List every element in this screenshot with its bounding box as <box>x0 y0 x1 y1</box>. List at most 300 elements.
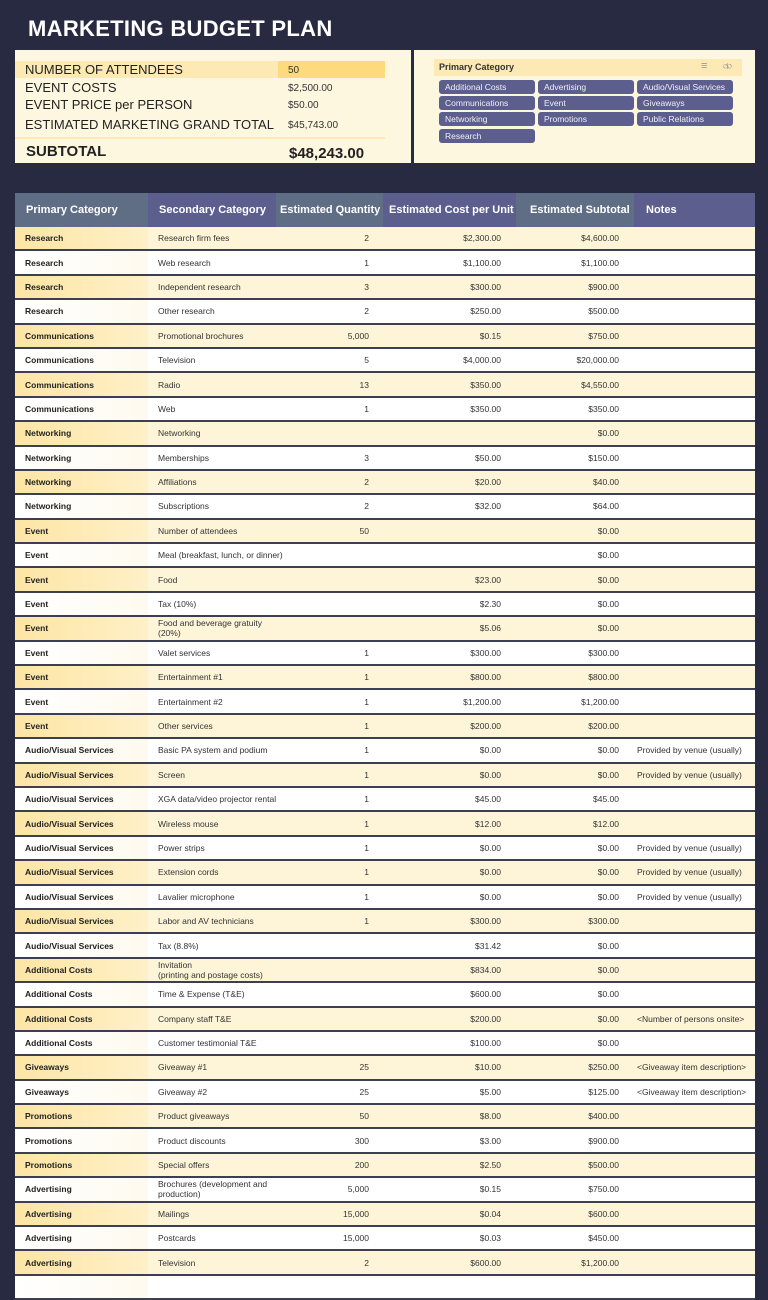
secondary-category-cell[interactable]: Valet services <box>158 647 211 658</box>
event-costs-row <box>15 79 385 96</box>
primary-category-cell[interactable]: Audio/Visual Services <box>25 842 114 853</box>
secondary-category-cell[interactable]: Extension cords <box>158 867 219 878</box>
primary-category-cell[interactable]: Communications <box>25 403 94 414</box>
header-estimated-cost-per-unit[interactable]: Estimated Cost per Unit <box>383 193 516 227</box>
table-row[interactable] <box>15 349 755 373</box>
subtotal-cell[interactable]: $500.00 <box>588 306 619 317</box>
primary-category-cell[interactable]: Event <box>25 550 49 561</box>
quantity-cell[interactable] <box>275 617 369 639</box>
notes-cell[interactable]: <Giveaway item description> <box>637 1086 747 1097</box>
slicer-item-advertising[interactable]: Advertising <box>538 80 634 94</box>
table-row[interactable] <box>15 544 755 568</box>
quantity-cell[interactable]: 13 <box>359 379 369 390</box>
primary-category-cell[interactable]: Audio/Visual Services <box>25 745 114 756</box>
secondary-category-cell[interactable]: Screen <box>158 769 185 780</box>
quantity-cell[interactable]: 1 <box>364 745 369 756</box>
subtotal-cell[interactable]: $300.00 <box>588 647 619 658</box>
quantity-cell[interactable]: 15,000 <box>343 1208 369 1219</box>
quantity-cell[interactable]: 1 <box>364 647 369 658</box>
primary-category-cell[interactable]: Audio/Visual Services <box>25 769 114 780</box>
table-row[interactable] <box>15 812 755 836</box>
slicer-item-promotions[interactable]: Promotions <box>538 112 634 126</box>
cost-per-unit-cell[interactable]: $31.42 <box>475 940 501 951</box>
primary-category-cell[interactable]: Giveaways <box>25 1086 69 1097</box>
table-row[interactable] <box>15 690 755 714</box>
subtotal-cell[interactable]: $0.00 <box>597 574 619 585</box>
quantity-cell[interactable]: 2 <box>364 477 369 488</box>
primary-category-cell[interactable]: Event <box>25 623 49 634</box>
event-price-label: EVENT PRICE per PERSON <box>25 97 193 112</box>
subtotal-cell[interactable]: $0.00 <box>597 525 619 536</box>
primary-category-cell[interactable]: Audio/Visual Services <box>25 867 114 878</box>
primary-category-cell[interactable]: Event <box>25 721 49 731</box>
subtotal-cell[interactable]: $900.00 <box>588 281 619 292</box>
notes-cell[interactable]: Provided by venue (usually) <box>637 891 742 902</box>
cost-per-unit-cell[interactable]: $0.00 <box>479 769 501 780</box>
grand-total-label: ESTIMATED MARKETING GRAND TOTAL <box>25 117 274 132</box>
secondary-category-cell[interactable]: Web research <box>158 257 211 268</box>
header-estimated-subtotal[interactable]: Estimated Subtotal <box>516 193 634 227</box>
secondary-category-cell[interactable]: Number of attendees <box>158 525 238 536</box>
cost-per-unit-cell[interactable]: $300.00 <box>470 647 501 658</box>
subtotal-cell[interactable]: $1,200.00 <box>581 696 619 707</box>
table-row[interactable] <box>15 1227 755 1251</box>
quantity-cell[interactable]: 1 <box>364 257 369 268</box>
quantity-cell[interactable]: 1 <box>364 403 369 414</box>
primary-category-cell[interactable]: Audio/Visual Services <box>25 916 114 927</box>
cost-per-unit-cell[interactable]: $350.00 <box>470 379 501 390</box>
table-row[interactable] <box>15 642 755 666</box>
primary-category-cell[interactable]: Communications <box>25 355 94 366</box>
secondary-category-cell[interactable]: Basic PA system and podium <box>158 745 268 756</box>
cost-per-unit-cell[interactable]: $32.00 <box>475 501 501 512</box>
secondary-category-cell[interactable]: Power strips <box>158 842 205 853</box>
subtotal-cell[interactable]: $250.00 <box>588 1062 619 1073</box>
table-row[interactable] <box>15 1154 755 1178</box>
subtotal-cell[interactable]: $200.00 <box>588 721 619 731</box>
subtotal-cell[interactable]: $45.00 <box>593 794 619 805</box>
subtotal-cell[interactable]: $150.00 <box>588 452 619 463</box>
subtotal-cell[interactable]: $0.00 <box>597 550 619 561</box>
secondary-category-cell[interactable]: Independent research <box>158 281 241 292</box>
cost-per-unit-cell[interactable]: $834.00 <box>470 964 501 975</box>
header-secondary-category[interactable]: Secondary Category <box>148 193 276 227</box>
slicer-item-additional-costs[interactable]: Additional Costs <box>439 80 535 94</box>
quantity-cell[interactable]: 1 <box>364 842 369 853</box>
secondary-category-cell[interactable]: Affiliations <box>158 477 197 488</box>
table-row[interactable] <box>15 983 755 1007</box>
primary-category-cell[interactable]: Networking <box>25 477 72 488</box>
table-row[interactable] <box>15 837 755 861</box>
secondary-category-cell[interactable]: Television <box>158 1257 196 1268</box>
secondary-category-cell[interactable]: Entertainment #1 <box>158 672 223 683</box>
notes-cell[interactable]: <Giveaway item description> <box>637 1062 747 1073</box>
primary-category-cell[interactable]: Event <box>25 599 49 610</box>
notes-cell[interactable]: Provided by venue (usually) <box>637 769 742 780</box>
subtotal-cell[interactable]: $0.00 <box>597 964 619 975</box>
cost-per-unit-cell[interactable] <box>395 520 501 542</box>
quantity-cell[interactable] <box>275 422 369 444</box>
subtotal-cell[interactable]: $0.00 <box>597 842 619 853</box>
cost-per-unit-cell[interactable]: $1,100.00 <box>463 257 501 268</box>
subtotal-cell[interactable]: $0.00 <box>597 989 619 1000</box>
cost-per-unit-cell[interactable]: $0.00 <box>479 867 501 878</box>
table-row[interactable] <box>15 495 755 519</box>
secondary-category-cell[interactable]: Postcards <box>158 1233 196 1244</box>
multi-select-icon[interactable]: ≡ <box>701 60 708 72</box>
cost-per-unit-cell[interactable]: $100.00 <box>470 1038 501 1049</box>
table-row[interactable] <box>15 861 755 885</box>
primary-category-cell[interactable]: Audio/Visual Services <box>25 818 114 829</box>
cost-per-unit-cell[interactable]: $800.00 <box>470 672 501 683</box>
attendees-value[interactable]: 50 <box>288 65 300 76</box>
quantity-cell[interactable]: 3 <box>364 281 369 292</box>
slicer-item-communications[interactable]: Communications <box>439 96 535 110</box>
cost-per-unit-cell[interactable]: $200.00 <box>470 721 501 731</box>
quantity-cell[interactable]: 2 <box>364 1257 369 1268</box>
quantity-cell[interactable]: 1 <box>364 769 369 780</box>
subtotal-cell[interactable]: $0.00 <box>597 1038 619 1049</box>
cost-per-unit-cell[interactable]: $20.00 <box>475 477 501 488</box>
secondary-category-cell[interactable]: Entertainment #2 <box>158 696 223 707</box>
primary-category-cell[interactable]: Research <box>25 233 64 244</box>
table-row[interactable] <box>15 325 755 349</box>
secondary-category-cell[interactable]: Lavalier microphone <box>158 891 235 902</box>
subtotal-cell[interactable]: $64.00 <box>593 501 619 512</box>
secondary-category-cell[interactable]: Wireless mouse <box>158 818 219 829</box>
cost-per-unit-cell[interactable]: $10.00 <box>475 1062 501 1073</box>
table-row[interactable] <box>15 300 755 324</box>
subtotal-cell[interactable]: $0.00 <box>597 891 619 902</box>
secondary-category-cell[interactable]: Giveaway #1 <box>158 1062 208 1073</box>
table-row[interactable] <box>15 593 755 617</box>
secondary-category-cell[interactable]: Brochures (development and production) <box>158 1179 268 1200</box>
secondary-category-cell[interactable]: Food and beverage gratuity (20%) <box>158 618 262 639</box>
cost-per-unit-cell[interactable]: $200.00 <box>470 1013 501 1024</box>
primary-category-cell[interactable]: Networking <box>25 452 72 463</box>
clear-filter-icon[interactable]: ⧞ <box>723 60 732 72</box>
subtotal-cell[interactable]: $350.00 <box>588 403 619 414</box>
quantity-cell[interactable]: 1 <box>364 891 369 902</box>
primary-category-cell[interactable]: Networking <box>25 428 72 439</box>
primary-category-cell[interactable]: Research <box>25 257 64 268</box>
quantity-cell[interactable] <box>275 959 369 981</box>
primary-category-cell[interactable]: Promotions <box>25 1111 73 1122</box>
table-row[interactable] <box>15 1203 755 1227</box>
subtotal-cell[interactable]: $4,600.00 <box>581 233 619 244</box>
table-row[interactable] <box>15 1105 755 1129</box>
secondary-category-cell[interactable]: Food <box>158 574 178 585</box>
primary-category-cell[interactable]: Event <box>25 525 49 536</box>
cost-per-unit-cell[interactable]: $50.00 <box>475 452 501 463</box>
cost-per-unit-cell[interactable]: $2,300.00 <box>463 233 501 244</box>
table-row[interactable] <box>15 788 755 812</box>
slicer-header <box>434 59 742 76</box>
table-row[interactable] <box>15 447 755 471</box>
subtotal-cell[interactable]: $12.00 <box>593 818 619 829</box>
quantity-cell[interactable]: 1 <box>364 696 369 707</box>
event-price-value[interactable]: $50.00 <box>288 100 319 111</box>
notes-cell[interactable]: Provided by venue (usually) <box>637 842 742 853</box>
quantity-cell[interactable]: 1 <box>364 794 369 805</box>
secondary-category-cell[interactable]: Invitation (printing and postage costs) <box>158 959 263 980</box>
primary-category-cell[interactable]: Advertising <box>25 1233 72 1244</box>
secondary-category-cell[interactable]: Other services <box>158 721 213 731</box>
event-costs-value[interactable]: $2,500.00 <box>288 83 333 94</box>
slicer-item-audio-visual-services[interactable]: Audio/Visual Services <box>637 80 733 94</box>
table-row[interactable] <box>15 422 755 446</box>
quantity-cell[interactable]: 50 <box>359 525 369 536</box>
cost-per-unit-cell[interactable]: $12.00 <box>475 818 501 829</box>
cost-per-unit-cell[interactable]: $0.15 <box>479 330 501 341</box>
subtotal-cell[interactable]: $4,550.00 <box>581 379 619 390</box>
table-row[interactable] <box>15 739 755 763</box>
cost-per-unit-cell[interactable]: $1,200.00 <box>463 696 501 707</box>
attendees-row <box>15 61 385 78</box>
secondary-category-cell[interactable]: Subscriptions <box>158 501 210 512</box>
primary-category-cell[interactable]: Additional Costs <box>25 964 93 975</box>
subtotal-cell[interactable]: $20,000.00 <box>576 355 619 366</box>
table-row[interactable] <box>15 764 755 788</box>
secondary-category-cell[interactable]: XGA data/video projector rental <box>158 794 277 805</box>
table-row[interactable] <box>15 471 755 495</box>
subtotal-cell[interactable]: $400.00 <box>588 1111 619 1122</box>
quantity-cell[interactable]: 1 <box>364 916 369 927</box>
slicer-item-event[interactable]: Event <box>538 96 634 110</box>
quantity-cell[interactable] <box>275 983 369 1005</box>
primary-category-cell[interactable]: Event <box>25 696 49 707</box>
subtotal-cell[interactable]: $0.00 <box>597 867 619 878</box>
notes-cell[interactable]: <Number of persons onsite> <box>637 1013 745 1024</box>
grand-total-value: $45,743.00 <box>288 120 339 131</box>
subtotal-cell[interactable]: $300.00 <box>588 916 619 927</box>
table-row[interactable] <box>15 251 755 275</box>
slicer-item-public-relations[interactable]: Public Relations <box>637 112 733 126</box>
primary-category-cell[interactable]: Promotions <box>25 1135 73 1146</box>
table-row[interactable] <box>15 520 755 544</box>
cost-per-unit-cell[interactable]: $600.00 <box>470 1257 501 1268</box>
subtotal-cell[interactable]: $800.00 <box>588 672 619 683</box>
quantity-cell[interactable]: 25 <box>359 1086 369 1097</box>
quantity-cell[interactable] <box>275 1008 369 1030</box>
secondary-category-cell[interactable]: Promotional brochures <box>158 330 244 341</box>
cost-per-unit-cell[interactable]: $0.00 <box>479 842 501 853</box>
table-row[interactable] <box>15 910 755 934</box>
secondary-category-cell[interactable]: Meal (breakfast, lunch, or dinner) <box>158 550 283 561</box>
page-title: MARKETING BUDGET PLAN <box>28 16 333 41</box>
cost-per-unit-cell[interactable] <box>395 544 501 566</box>
secondary-category-cell[interactable]: Memberships <box>158 452 210 463</box>
quantity-cell[interactable]: 1 <box>364 818 369 829</box>
cost-per-unit-cell[interactable]: $0.15 <box>479 1184 501 1195</box>
secondary-category-cell[interactable]: Product discounts <box>158 1135 226 1146</box>
header-primary-category[interactable]: Primary Category <box>15 193 148 227</box>
primary-category-cell[interactable]: Audio/Visual Services <box>25 891 114 902</box>
primary-category-cell[interactable]: Communications <box>25 330 94 341</box>
subtotal-cell[interactable]: $900.00 <box>588 1135 619 1146</box>
quantity-cell[interactable]: 2 <box>364 233 369 244</box>
subtotal-cell[interactable]: $0.00 <box>597 1013 619 1024</box>
subtotal-cell[interactable]: $0.00 <box>597 745 619 756</box>
subtotal-cell[interactable]: $0.00 <box>597 599 619 610</box>
notes-cell[interactable]: Provided by venue (usually) <box>637 867 742 878</box>
primary-category-cell[interactable]: Communications <box>25 379 94 390</box>
quantity-cell[interactable] <box>275 934 369 956</box>
secondary-category-cell[interactable]: Television <box>158 355 196 366</box>
table-row[interactable] <box>15 373 755 397</box>
event-price-row <box>15 96 385 113</box>
primary-category-cell[interactable]: Advertising <box>25 1184 72 1195</box>
quantity-cell[interactable]: 5,000 <box>347 1184 369 1195</box>
subtotal-cell[interactable]: $450.00 <box>588 1233 619 1244</box>
table-row[interactable] <box>15 1081 755 1105</box>
slicer-item-research[interactable]: Research <box>439 129 535 143</box>
grand-total-row <box>15 116 385 133</box>
summary-panel <box>15 50 411 163</box>
primary-category-cell[interactable]: Audio/Visual Services <box>25 940 114 951</box>
subtotal-cell[interactable]: $500.00 <box>588 1160 619 1171</box>
secondary-category-cell[interactable]: Customer testimonial T&E <box>158 1038 257 1049</box>
quantity-cell[interactable]: 15,000 <box>343 1233 369 1244</box>
secondary-category-cell[interactable]: Radio <box>158 379 181 390</box>
quantity-cell[interactable]: 50 <box>359 1111 369 1122</box>
quantity-cell[interactable]: 5 <box>364 355 369 366</box>
quantity-cell[interactable] <box>275 593 369 615</box>
slicer-item-networking[interactable]: Networking <box>439 112 535 126</box>
primary-category-cell[interactable]: Audio/Visual Services <box>25 794 114 805</box>
secondary-category-cell[interactable]: Networking <box>158 428 201 439</box>
cost-per-unit-cell[interactable]: $23.00 <box>475 574 501 585</box>
subtotal-cell[interactable]: $0.00 <box>597 940 619 951</box>
cost-per-unit-cell[interactable]: $5.06 <box>479 623 501 634</box>
secondary-category-cell[interactable]: Giveaway #2 <box>158 1086 208 1097</box>
cost-per-unit-cell[interactable]: $250.00 <box>470 306 501 317</box>
notes-cell[interactable]: Provided by venue (usually) <box>637 745 742 756</box>
table-body <box>15 227 755 1300</box>
primary-category-cell[interactable]: Advertising <box>25 1208 72 1219</box>
secondary-category-cell[interactable]: Company staff T&E <box>158 1013 232 1024</box>
table-row[interactable] <box>15 934 755 958</box>
subtotal-divider <box>15 137 385 139</box>
table-row[interactable] <box>15 568 755 592</box>
secondary-category-cell[interactable]: Special offers <box>158 1160 210 1171</box>
table-row[interactable] <box>15 666 755 690</box>
quantity-cell[interactable]: 1 <box>364 672 369 683</box>
primary-category-cell[interactable]: Giveaways <box>25 1062 69 1073</box>
cost-per-unit-cell[interactable]: $2.50 <box>479 1160 501 1171</box>
event-costs-label: EVENT COSTS <box>25 80 117 95</box>
table-row[interactable] <box>15 715 755 739</box>
table-row[interactable] <box>15 227 755 251</box>
cost-per-unit-cell[interactable]: $300.00 <box>470 281 501 292</box>
subtotal-cell[interactable]: $40.00 <box>593 477 619 488</box>
cost-per-unit-cell[interactable]: $0.04 <box>479 1208 501 1219</box>
cost-per-unit-cell[interactable] <box>395 422 501 444</box>
subtotal-cell[interactable]: $750.00 <box>588 1184 619 1195</box>
table-row[interactable] <box>15 1129 755 1153</box>
secondary-category-cell[interactable]: Mailings <box>158 1208 190 1219</box>
subtotal-cell[interactable]: $0.00 <box>597 769 619 780</box>
cost-per-unit-cell[interactable]: $0.00 <box>479 745 501 756</box>
subtotal-cell[interactable]: $600.00 <box>588 1208 619 1219</box>
table-row[interactable] <box>15 1056 755 1080</box>
primary-category-cell[interactable]: Advertising <box>25 1257 72 1268</box>
cost-per-unit-cell[interactable]: $0.00 <box>479 891 501 902</box>
slicer-item-giveaways[interactable]: Giveaways <box>637 96 733 110</box>
primary-category-cell[interactable]: Additional Costs <box>25 1038 93 1049</box>
table-row[interactable] <box>15 886 755 910</box>
secondary-category-cell[interactable]: Tax (10%) <box>158 599 197 610</box>
subtotal-cell[interactable]: $750.00 <box>588 330 619 341</box>
quantity-cell[interactable]: 1 <box>364 867 369 878</box>
quantity-cell[interactable]: 5,000 <box>347 330 369 341</box>
table-row[interactable] <box>15 276 755 300</box>
quantity-cell[interactable]: 200 <box>354 1160 369 1171</box>
cost-per-unit-cell[interactable]: $300.00 <box>470 916 501 927</box>
quantity-cell[interactable] <box>275 544 369 566</box>
cost-per-unit-cell[interactable]: $3.00 <box>479 1135 501 1146</box>
secondary-category-cell[interactable]: Web <box>158 403 176 414</box>
quantity-cell[interactable]: 3 <box>364 452 369 463</box>
cost-per-unit-cell[interactable]: $45.00 <box>475 794 501 805</box>
quantity-cell[interactable]: 1 <box>364 721 369 731</box>
table-row[interactable] <box>15 1178 755 1202</box>
cost-per-unit-cell[interactable]: $600.00 <box>470 989 501 1000</box>
cost-per-unit-cell[interactable]: $0.03 <box>479 1233 501 1244</box>
cost-per-unit-cell[interactable]: $4,000.00 <box>463 355 501 366</box>
table-row[interactable] <box>15 617 755 641</box>
quantity-cell[interactable] <box>275 568 369 590</box>
secondary-category-cell[interactable]: Time & Expense (T&E) <box>158 989 245 1000</box>
header-notes[interactable]: Notes <box>634 193 755 227</box>
secondary-category-cell[interactable]: Labor and AV technicians <box>158 916 254 927</box>
primary-category-cell[interactable]: Promotions <box>25 1160 73 1171</box>
quantity-cell[interactable]: 25 <box>359 1062 369 1073</box>
primary-category-cell[interactable]: Research <box>25 306 64 317</box>
secondary-category-cell[interactable]: Tax (8.8%) <box>158 940 199 951</box>
subtotal-cell[interactable]: $0.00 <box>597 428 619 439</box>
table-row[interactable] <box>15 1032 755 1056</box>
secondary-category-cell[interactable]: Other research <box>158 306 215 317</box>
subtotal-cell[interactable]: $1,200.00 <box>581 1257 619 1268</box>
primary-category-cell[interactable]: Event <box>25 574 49 585</box>
subtotal-cell[interactable]: $1,100.00 <box>581 257 619 268</box>
cost-per-unit-cell[interactable]: $8.00 <box>479 1111 501 1122</box>
primary-category-cell[interactable]: Research <box>25 281 64 292</box>
header-estimated-quantity[interactable]: Estimated Quantity <box>276 193 383 227</box>
subtotal-cell[interactable]: $125.00 <box>588 1086 619 1097</box>
primary-category-cell[interactable]: Event <box>25 647 49 658</box>
quantity-cell[interactable]: 300 <box>354 1135 369 1146</box>
cost-per-unit-cell[interactable]: $2.30 <box>479 599 501 610</box>
subtotal-cell[interactable]: $0.00 <box>597 623 619 634</box>
secondary-category-cell[interactable]: Product giveaways <box>158 1111 230 1122</box>
table-row[interactable] <box>15 1251 755 1275</box>
table-row[interactable] <box>15 1008 755 1032</box>
primary-category-cell[interactable]: Additional Costs <box>25 989 93 1000</box>
primary-category-cell[interactable]: Additional Costs <box>25 1013 93 1024</box>
primary-category-cell[interactable]: Event <box>25 672 49 683</box>
primary-category-cell[interactable]: Networking <box>25 501 72 512</box>
table-row[interactable] <box>15 959 755 983</box>
cost-per-unit-cell[interactable]: $5.00 <box>479 1086 501 1097</box>
table-row[interactable] <box>15 398 755 422</box>
quantity-cell[interactable]: 2 <box>364 501 369 512</box>
quantity-cell[interactable]: 2 <box>364 306 369 317</box>
quantity-cell[interactable] <box>275 1032 369 1054</box>
secondary-category-cell[interactable]: Research firm fees <box>158 233 230 244</box>
cost-per-unit-cell[interactable]: $350.00 <box>470 403 501 414</box>
